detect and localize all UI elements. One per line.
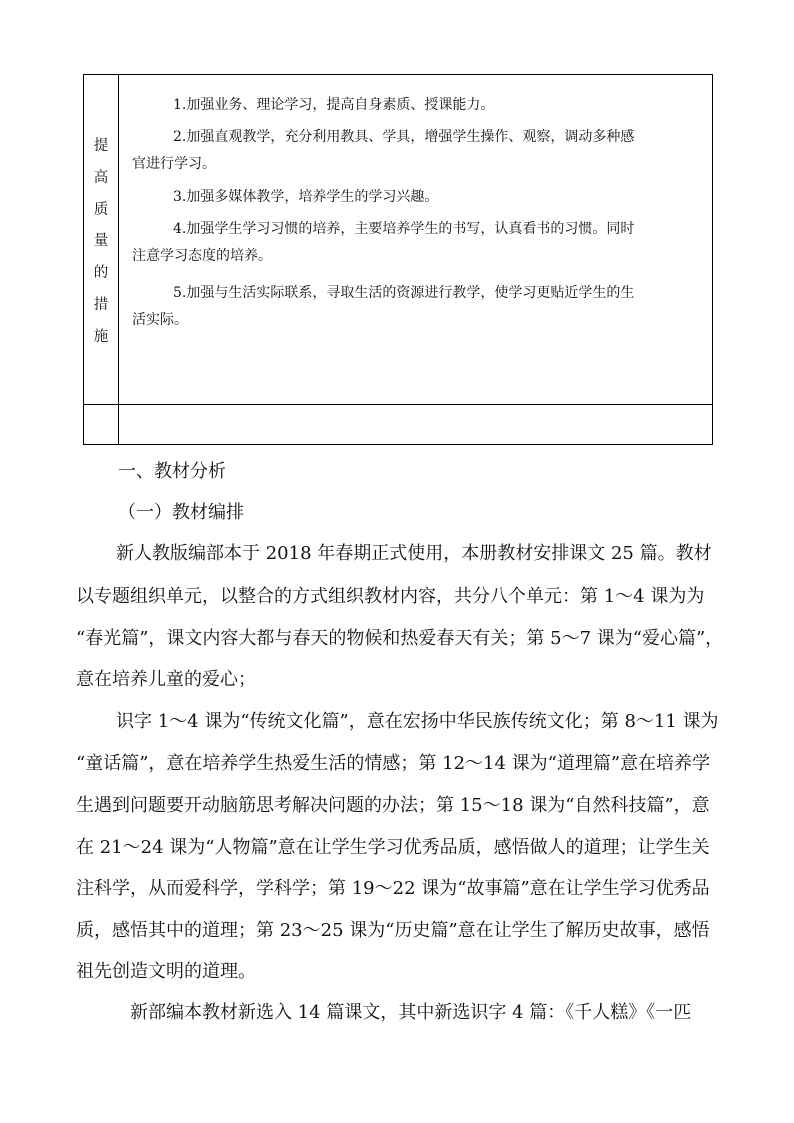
paragraph-line: 质，感悟其中的道理；第 23～25 课为“历史篇”意在让学生了解历史故事，感悟 bbox=[76, 920, 710, 941]
paragraph-line: 以专题组织单元，以整合的方式组织教材内容，共分八个单元：第 1～4 课为为 bbox=[76, 586, 705, 607]
measure-item bbox=[132, 92, 704, 119]
paragraph-line: “春光篇”，课文内容大都与春天的物候和热爱春天有关；第 5～7 课为“爱心篇”， bbox=[76, 628, 724, 649]
paragraph-line: “童话篇”，意在培养学生热爱生活的情感；第 12～14 课为“道理篇”意在培养学 bbox=[76, 753, 711, 774]
side-label-char: 质 bbox=[93, 202, 109, 218]
side-label-char: 量 bbox=[93, 233, 109, 249]
measure-item bbox=[132, 280, 704, 334]
measure-item bbox=[132, 216, 704, 270]
measure-line: 注意学习态度的培养。 bbox=[132, 248, 272, 264]
side-label-char: 高 bbox=[93, 170, 109, 186]
measure-line: 2.加强直观教学，充分利用教具、学具，增强学生操作、观察，调动多种感 bbox=[173, 129, 635, 145]
paragraph-line: 识字 1～4 课为“传统文化篇”，意在宏扬中华民族传统文化；第 8～11 课为 bbox=[116, 711, 719, 732]
subsection-heading: （一）教材编排 bbox=[118, 502, 244, 523]
paragraph-line: 注科学，从而爱科学，学科学；第 19～22 课为“故事篇”意在让学生学习优秀品 bbox=[76, 878, 710, 899]
measure-item bbox=[132, 124, 704, 178]
table-row-divider bbox=[84, 404, 712, 405]
paragraph-line: 生遇到问题要开动脑筋思考解决问题的办法；第 15～18 课为“自然科技篇”，意 bbox=[76, 795, 710, 816]
side-label-char: 措 bbox=[93, 297, 109, 313]
side-label-char: 的 bbox=[93, 265, 109, 281]
measures-cell bbox=[119, 75, 713, 404]
paragraph-line: 祖先创造文明的道理。 bbox=[76, 961, 256, 982]
side-label-char: 施 bbox=[93, 329, 109, 345]
paragraph-line: 在 21～24 课为“人物篇”意在让学生学习优秀品质，感悟做人的道理；让学生关 bbox=[76, 837, 710, 858]
paragraph-line: 意在培养儿童的爱心； bbox=[76, 669, 256, 690]
measure-line: 官进行学习。 bbox=[132, 156, 216, 172]
section-heading: 一、教材分析 bbox=[118, 461, 226, 482]
paragraph-line: 新部编本教材新选入 14 篇课文，其中新选识字 4 篇：《千人糕》《一匹 bbox=[130, 1002, 692, 1023]
measure-line: 活实际。 bbox=[132, 312, 188, 328]
measure-item bbox=[132, 184, 704, 211]
side-label-char: 提 bbox=[93, 138, 109, 154]
table-side-label bbox=[84, 75, 118, 404]
measure-line: 3.加强多媒体教学，培养学生的学习兴趣。 bbox=[173, 189, 439, 205]
measure-line: 1.加强业务、理论学习，提高自身素质、授课能力。 bbox=[173, 97, 495, 113]
measures-table bbox=[83, 74, 713, 445]
measure-line: 5.加强与生活实际联系，寻取生活的资源进行教学，使学习更贴近学生的生 bbox=[173, 285, 635, 301]
paragraph-line: 新人教版编部本于 2018 年春期正式使用，本册教材安排课文 25 篇。教材 bbox=[116, 543, 712, 564]
measure-line: 4.加强学生学习习惯的培养，主要培养学生的书写，认真看书的习惯。同时 bbox=[173, 221, 635, 237]
